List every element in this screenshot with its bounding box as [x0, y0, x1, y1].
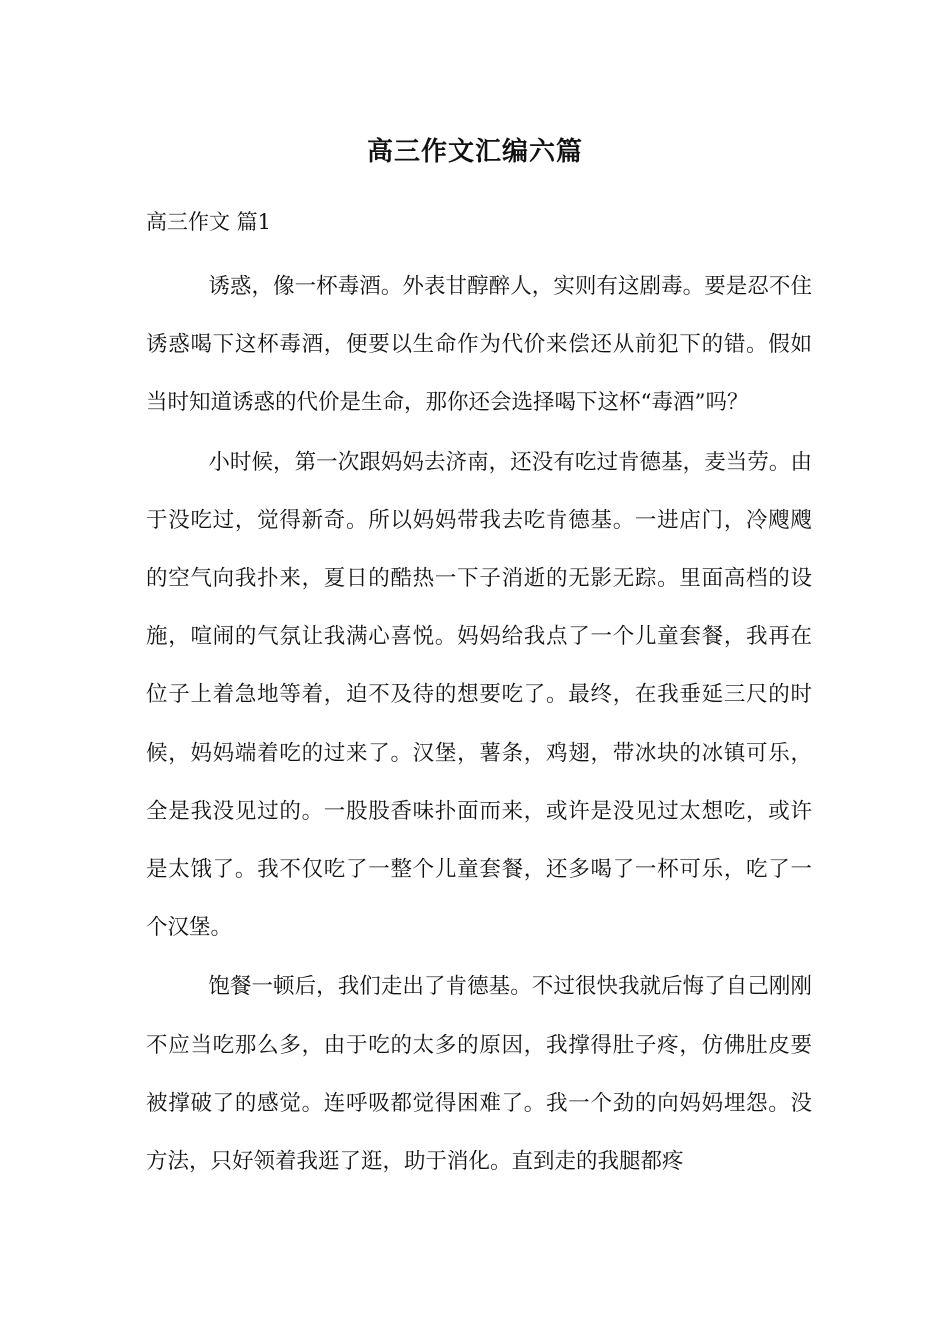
paragraph-3: 饱餐一顿后，我们走出了肯德基。不过很快我就后悔了自己刚刚不应当吃那么多，由于吃的太多的原因，我撑得肚子疼，仿佛肚皮要被撑破了的感觉。连呼吸都觉得困难了。我一个劲的向妈妈埋怨。没方法，只好领着我逛了逛，助于消化。直到走的我腿都疼 [146, 974, 812, 1175]
paragraph-1: 诱惑，像一杯毒酒。外表甘醇醉人，实则有这剧毒。要是忍不住诱惑喝下这杯毒酒，便要以生命作为代价来偿还从前犯下的错。假如当时知道诱惑的代价是生命，那你还会选择喝下这杯“毒酒”吗？ [146, 274, 812, 416]
document-title: 高三作文汇编六篇 [366, 137, 583, 167]
body-text [146, 258, 812, 1192]
section-heading: 高三作文 篇1 [146, 210, 272, 234]
paragraph-2: 小时候，第一次跟妈妈去济南，还没有吃过肯德基，麦当劳。由于没吃过，觉得新奇。所以妈妈带我去吃肯德基。一进店门，冷飕飕的空气向我扑来，夏日的酷热一下子消逝的无影无踪。里面高档的设施，喧闹的气氛让我满心喜悦。妈妈给我点了一个儿童套餐，我再在位子上着急地等着，迫不及待的想要吃了。最终，在我垂延三尺的时候，妈妈端着吃的过来了。汉堡，薯条，鸡翅，带冰块的冰镇可乐，全是我没见过的。一股股香味扑面而来，或许是没见过太想吃，或许是太饿了。我不仅吃了一整个儿童套餐，还多喝了一杯可乐，吃了一个汉堡。 [146, 449, 812, 941]
